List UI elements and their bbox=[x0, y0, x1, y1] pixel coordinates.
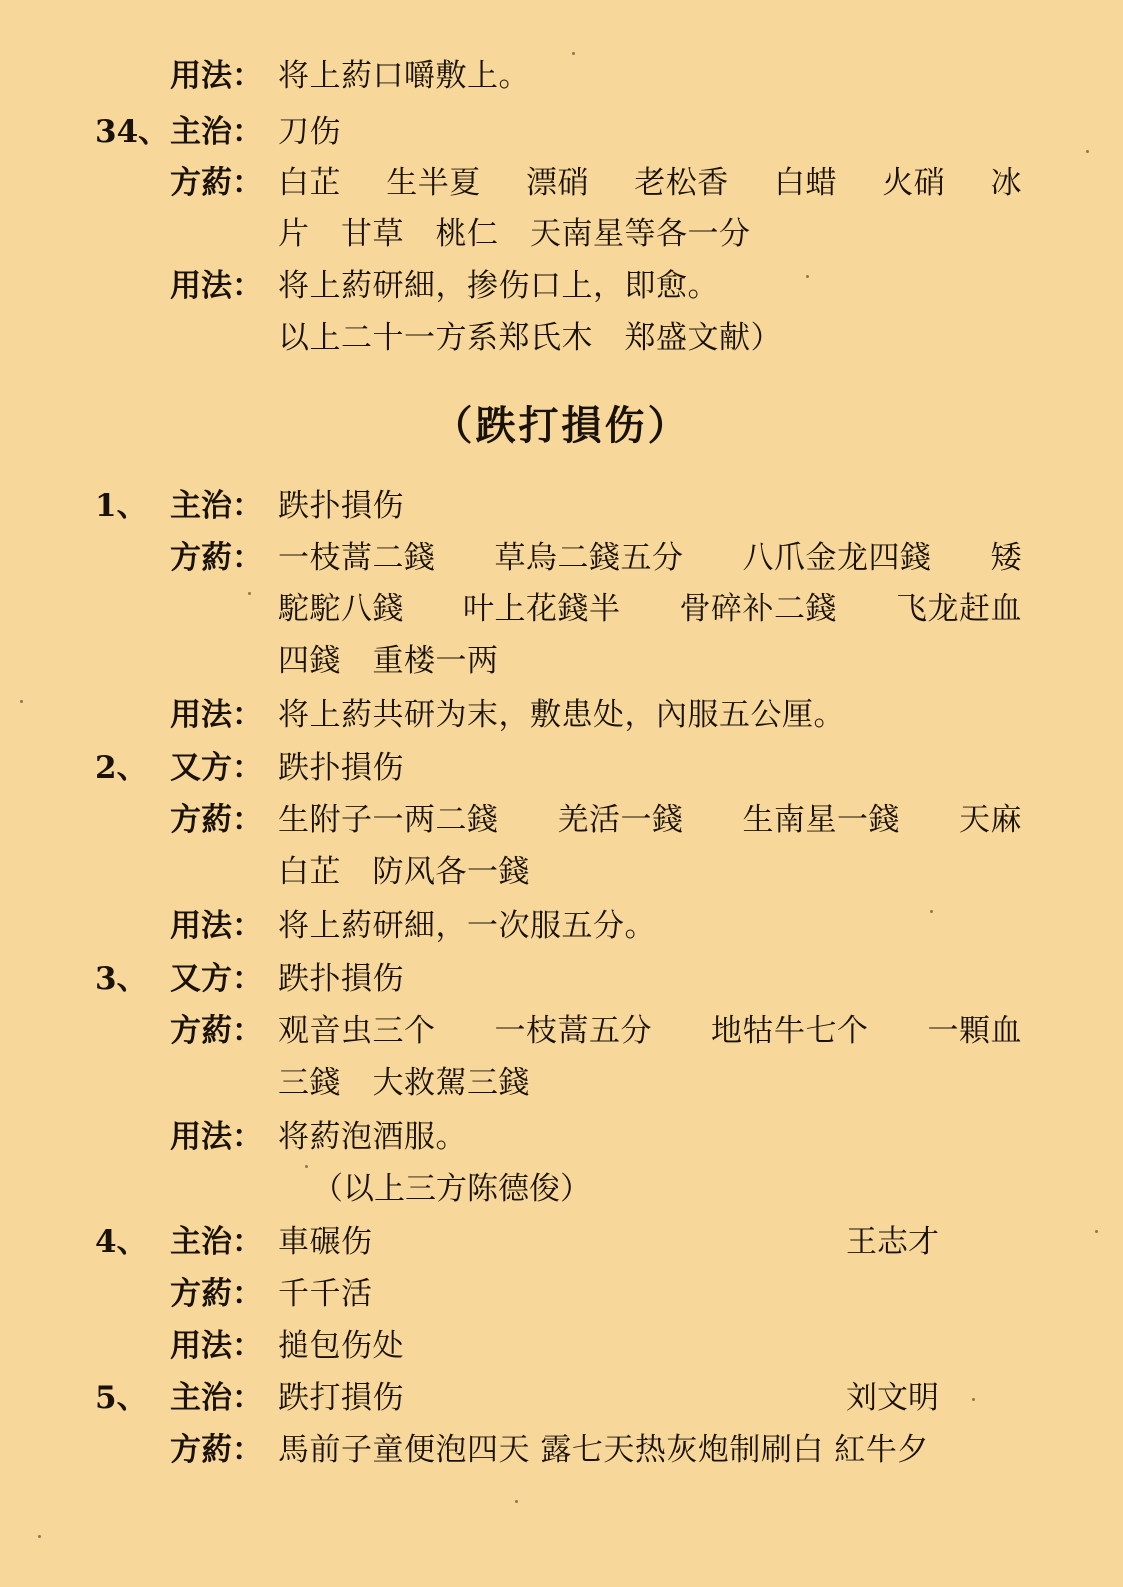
indication-text: 跌打損伤 bbox=[278, 1380, 404, 1416]
entry-34-indication bbox=[0, 106, 1123, 158]
ingredient: 一枝蒿五分 bbox=[494, 1013, 652, 1049]
prescription-line bbox=[0, 1424, 1123, 1476]
entry-5-indication bbox=[0, 1372, 1123, 1424]
ingredient: 白蜡 bbox=[774, 165, 837, 201]
prescription-line bbox=[0, 157, 1123, 209]
prescription-continuation bbox=[0, 846, 1123, 898]
ingredient: 漂硝 bbox=[526, 165, 589, 201]
usage-text: 将上葯研細，一次服五分。 bbox=[278, 908, 656, 944]
print-speck bbox=[38, 1535, 41, 1538]
indication-text: 刀伤 bbox=[278, 114, 341, 150]
print-speck bbox=[1086, 150, 1089, 153]
ingredient: 矮 bbox=[990, 540, 1022, 576]
source-note-text: 以上二十一方系郑氏木 郑盛文献） bbox=[278, 320, 782, 356]
usage-label: 用法： bbox=[170, 1328, 263, 1364]
print-speck bbox=[972, 1398, 975, 1401]
ingredient: 飞龙赶血 bbox=[896, 591, 1022, 627]
ingredient: 地牯牛七个 bbox=[711, 1013, 869, 1049]
ingredient: 一枝蒿二錢 bbox=[278, 540, 436, 576]
ingredient-list bbox=[278, 794, 1022, 846]
prescription-line bbox=[0, 794, 1123, 846]
prescription-text: 三錢 大救駕三錢 bbox=[278, 1065, 530, 1101]
ingredient: 天麻 bbox=[959, 802, 1022, 838]
source-note bbox=[0, 1163, 1123, 1215]
usage-line bbox=[0, 1320, 1123, 1372]
ingredient: 草烏二錢五分 bbox=[494, 540, 684, 576]
prescription-text: 四錢 重楼一两 bbox=[278, 643, 499, 679]
ingredient: 老松香 bbox=[634, 165, 729, 201]
print-speck bbox=[930, 910, 933, 913]
prescription-line bbox=[0, 532, 1123, 584]
ingredient: 生南星一錢 bbox=[742, 802, 900, 838]
indication-label: 主治： bbox=[170, 488, 263, 524]
usage-line bbox=[0, 50, 1123, 102]
usage-text: 将葯泡酒服。 bbox=[278, 1119, 467, 1155]
ingredient-list bbox=[278, 157, 1022, 209]
usage-text: 将上葯口嚼敷上。 bbox=[278, 58, 530, 94]
section-heading: （跌打損伤） bbox=[432, 402, 691, 449]
print-speck bbox=[1095, 1230, 1098, 1233]
ingredient: 生半夏 bbox=[386, 165, 481, 201]
entry-number: 34、 bbox=[95, 114, 170, 150]
prescription-continuation bbox=[0, 635, 1123, 687]
ingredient-list bbox=[278, 532, 1022, 584]
indication-label: 主治： bbox=[170, 1224, 263, 1260]
print-speck bbox=[305, 1165, 308, 1168]
usage-line bbox=[0, 689, 1123, 741]
ingredient: 駝駝八錢 bbox=[278, 591, 404, 627]
ingredient: 冰 bbox=[990, 165, 1022, 201]
entry-number: 3、 bbox=[95, 961, 148, 997]
prescription-continuation bbox=[0, 583, 1123, 635]
entry-number: 5、 bbox=[95, 1380, 148, 1416]
usage-label: 用法： bbox=[170, 697, 263, 733]
source-note-text: （以上三方陈德俊） bbox=[312, 1171, 591, 1207]
entry-2-indication bbox=[0, 742, 1123, 794]
usage-line bbox=[0, 1111, 1123, 1163]
print-speck bbox=[806, 275, 809, 278]
prescription-text: 片 甘草 桃仁 天南星等各一分 bbox=[278, 216, 751, 252]
print-speck bbox=[20, 700, 23, 703]
ingredient: 骨碎补二錢 bbox=[679, 591, 837, 627]
entry-number: 2、 bbox=[95, 750, 148, 786]
usage-line bbox=[0, 260, 1123, 312]
alternate-label: 又方： bbox=[170, 750, 263, 786]
entry-number: 4、 bbox=[95, 1224, 148, 1260]
prescription-label: 方葯： bbox=[170, 1276, 263, 1312]
ingredient: 一顆血 bbox=[927, 1013, 1022, 1049]
entry-1-indication bbox=[0, 480, 1123, 532]
usage-text: 将上葯共研为末，敷患处，內服五公厘。 bbox=[278, 697, 845, 733]
ingredient: 观音虫三个 bbox=[278, 1013, 436, 1049]
prescription-line bbox=[0, 1005, 1123, 1057]
prescription-label: 方葯： bbox=[170, 1013, 263, 1049]
prescription-label: 方葯： bbox=[170, 802, 263, 838]
ingredient: 羌活一錢 bbox=[557, 802, 684, 838]
prescription-continuation bbox=[0, 1057, 1123, 1109]
usage-label: 用法： bbox=[170, 268, 263, 304]
prescription-line bbox=[0, 1268, 1123, 1320]
usage-line bbox=[0, 900, 1123, 952]
prescription-label: 方葯： bbox=[170, 540, 263, 576]
indication-label: 主治： bbox=[170, 1380, 263, 1416]
usage-text: 搥包伤处 bbox=[278, 1328, 404, 1364]
ingredient: 八爪金龙四錢 bbox=[742, 540, 932, 576]
print-speck bbox=[248, 592, 251, 595]
ingredient: 叶上花錢半 bbox=[463, 591, 621, 627]
contributor-name: 刘文明 bbox=[846, 1380, 939, 1416]
prescription-text: 千千活 bbox=[278, 1276, 373, 1312]
ingredient-list bbox=[278, 1005, 1022, 1057]
prescription-text: 白芷 防风各一錢 bbox=[278, 854, 530, 890]
entry-3-indication bbox=[0, 953, 1123, 1005]
prescription-continuation bbox=[0, 208, 1123, 260]
usage-label: 用法： bbox=[170, 58, 263, 94]
prescription-text: 馬前子童便泡四天 露七天热灰炮制刷白 紅牛夕 bbox=[278, 1432, 929, 1468]
usage-label: 用法： bbox=[170, 1119, 263, 1155]
indication-text: 車碾伤 bbox=[278, 1224, 373, 1260]
indication-text: 跌扑損伤 bbox=[278, 750, 404, 786]
ingredient: 火硝 bbox=[882, 165, 946, 201]
indication-text: 跌扑損伤 bbox=[278, 488, 404, 524]
print-speck bbox=[572, 52, 575, 55]
indication-text: 跌扑損伤 bbox=[278, 961, 404, 997]
contributor-name: 王志才 bbox=[846, 1224, 939, 1260]
source-note bbox=[0, 312, 1123, 364]
indication-label: 主治： bbox=[170, 114, 263, 150]
entry-4-indication bbox=[0, 1216, 1123, 1268]
ingredient: 白芷 bbox=[278, 165, 341, 201]
print-speck bbox=[515, 1500, 518, 1503]
entry-number: 1、 bbox=[95, 488, 148, 524]
prescription-label: 方葯： bbox=[170, 1432, 263, 1468]
usage-label: 用法： bbox=[170, 908, 263, 944]
prescription-label: 方葯： bbox=[170, 165, 263, 201]
ingredient: 生附子一两二錢 bbox=[278, 802, 499, 838]
alternate-label: 又方： bbox=[170, 961, 263, 997]
ingredient-list bbox=[278, 583, 1022, 635]
usage-text: 将上葯研細，掺伤口上，即愈。 bbox=[278, 268, 719, 304]
